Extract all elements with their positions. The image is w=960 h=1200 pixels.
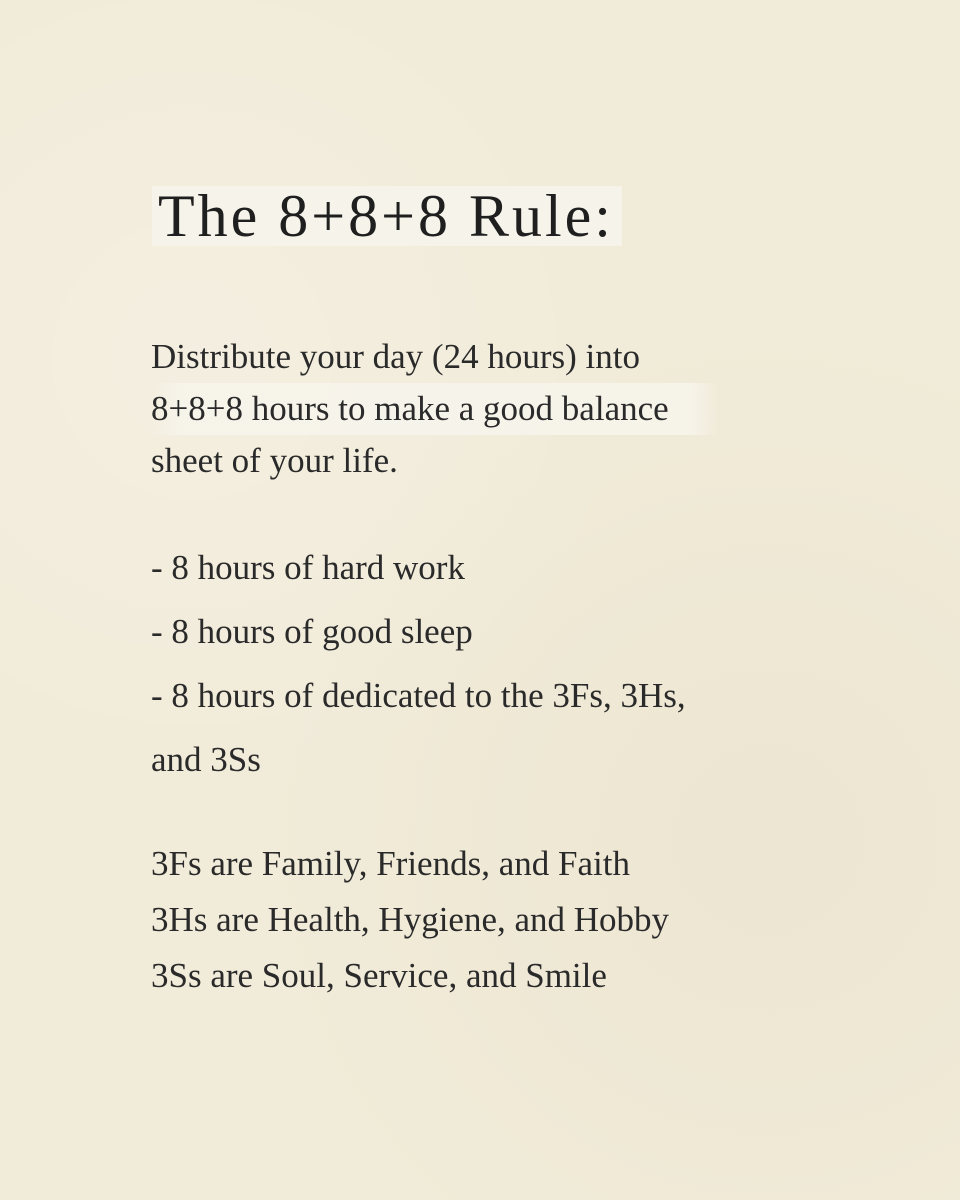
hours-list: [151, 536, 791, 792]
list-item: - 8 hours of hard work: [151, 548, 465, 587]
list-item: - 8 hours of good sleep: [151, 612, 473, 651]
intro-line: sheet of your life.: [151, 441, 398, 480]
definition-line: 3Fs are Family, Friends, and Faith: [151, 844, 630, 883]
definition-line: 3Hs are Health, Hygiene, and Hobby: [151, 900, 670, 939]
definition-line: 3Ss are Soul, Service, and Smile: [151, 956, 607, 995]
definitions-block: [151, 836, 791, 1004]
intro-line: 8+8+8 hours to make a good balance: [151, 383, 719, 435]
list-item: - 8 hours of dedicated to the 3Fs, 3Hs,: [151, 676, 686, 715]
page-title: The 8+8+8 Rule:: [152, 186, 622, 246]
intro-line: Distribute your day (24 hours) into: [151, 337, 640, 376]
intro-paragraph: [151, 331, 771, 487]
list-item: and 3Ss: [151, 740, 261, 779]
